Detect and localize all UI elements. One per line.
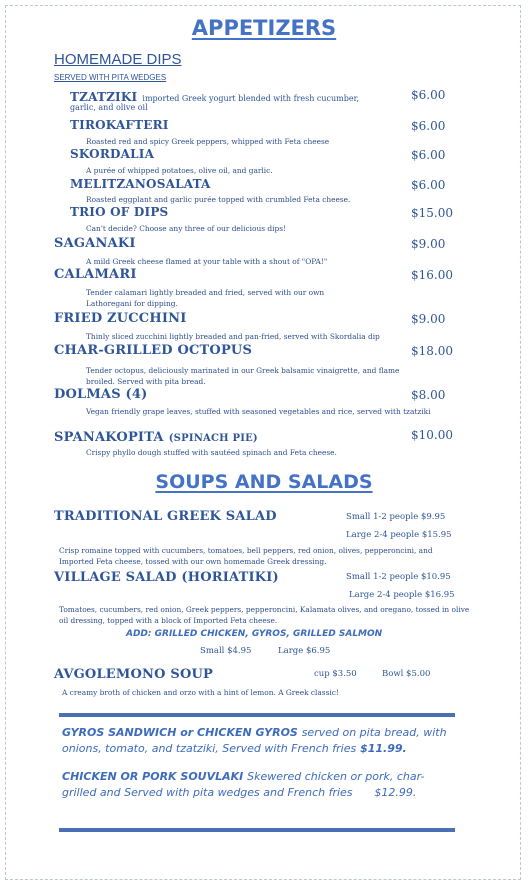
- avgolemono-bowl: Bowl $5.00: [382, 669, 431, 679]
- octopus-price: $18.00: [411, 344, 453, 358]
- tirokafteri-name: TIROKAFTERI: [70, 118, 169, 132]
- spanakopita-price: $10.00: [411, 428, 453, 442]
- tzatziki-price: $6.00: [411, 88, 446, 102]
- trio-of-dips-price: $15.00: [411, 206, 453, 220]
- fried-zucchini-price: $9.00: [411, 312, 446, 326]
- tzatziki-desc: garlic, and olive oil: [70, 103, 148, 112]
- souvlaki-special: [62, 769, 446, 801]
- spanakopita-desc: Crispy phyllo dough stuffed with sautéed spinach and Feta cheese.: [86, 448, 337, 457]
- saganaki-price: $9.00: [411, 237, 446, 251]
- greek-salad-large: Large 2-4 people $15.95: [346, 530, 452, 540]
- tirokafteri-price: $6.00: [411, 119, 446, 133]
- greek-salad-desc: Crisp romaine topped with cucumbers, tomatoes, bell peppers, red onion, olives, pepperoncini, and Imported Feta cheese, tossed with our own homemade Greek dressing.: [59, 546, 433, 566]
- greek-salad-small: Small 1-2 people $9.95: [346, 512, 446, 522]
- melitzanosalata-desc: Roasted eggplant and garlic purée topped with crumbled Feta cheese.: [86, 195, 351, 204]
- gyros-special-body: served on pita bread, with onions, tomato, and tzatziki, Served with French fries: [62, 726, 447, 755]
- melitzanosalata-name: MELITZANOSALATA: [70, 177, 211, 191]
- tzatziki-inline-desc: imported Greek yogurt blended with fresh cucumber,: [142, 94, 360, 103]
- greek-salad-name: TRADITIONAL GREEK SALAD: [54, 509, 277, 524]
- dolmas-desc: Vegan friendly grape leaves, stuffed with seasoned vegetables and rice, served with tzatziki: [86, 407, 431, 416]
- souvlaki-special-body: Skewered chicken or pork, char-grilled and Served with pita wedges and French fries: [62, 770, 425, 799]
- calamari-price: $16.00: [411, 268, 453, 282]
- add-large-price: Large $6.95: [278, 646, 331, 656]
- calamari-desc: Tender calamari lightly breaded and fried, served with our own Lathoregani for dipping.: [86, 288, 325, 308]
- homemade-dips-subheading: SERVED WITH PITA WEDGES: [54, 73, 167, 82]
- village-salad-desc: Tomatoes, cucumbers, red onion, Greek peppers, pepperoncini, Kalamata olives, and oregano, tossed in olive oil dressing, topped with a block of Imported Feta cheese.: [59, 605, 470, 625]
- specials-top-rule: [59, 713, 455, 717]
- avgolemono-cup: cup $3.50: [314, 669, 357, 679]
- village-salad-large: Large 2-4 people $16.95: [349, 590, 455, 600]
- gyros-special-title: GYROS SANDWICH or CHICKEN GYROS: [62, 726, 298, 739]
- village-salad-name: VILLAGE SALAD (HORIATIKI): [54, 570, 279, 585]
- appetizers-title: APPETIZERS: [191, 16, 337, 40]
- specials-bottom-rule: [59, 828, 455, 832]
- soups-title: SOUPS AND SALADS: [155, 471, 373, 493]
- avgolemono-desc: A creamy broth of chicken and orzo with a hint of lemon. A Greek classic!: [62, 688, 339, 697]
- spanakopita-suffix: (SPINACH PIE): [168, 433, 258, 444]
- calamari-name: CALAMARI: [54, 267, 137, 282]
- trio-of-dips-desc: Can't decide? Choose any three of our delicious dips!: [86, 224, 286, 233]
- fried-zucchini-name: FRIED ZUCCHINI: [54, 311, 187, 326]
- gyros-special-price: $11.99.: [360, 742, 407, 755]
- village-salad-small: Small 1-2 people $10.95: [346, 572, 451, 582]
- saganaki-name: SAGANAKI: [54, 236, 136, 251]
- skordalia-desc: A purée of whipped potatoes, olive oil, and garlic.: [86, 166, 273, 175]
- avgolemono-name: AVGOLEMONO SOUP: [54, 667, 213, 682]
- spanakopita-name: SPANAKOPITA: [54, 430, 164, 445]
- fried-zucchini-desc: Thinly sliced zucchini lightly breaded and pan-fried, served with Skordalia dip: [86, 332, 380, 341]
- octopus-desc: Tender octopus, deliciously marinated in our Greek balsamic vinaigrette, and flame broiled. Served with pita bread.: [86, 366, 400, 386]
- skordalia-name: SKORDALIA: [70, 147, 155, 161]
- tirokafteri-desc: Roasted red and spicy Greek peppers, whipped with Feta cheese: [86, 137, 330, 146]
- dolmas-name: DOLMAS (4): [54, 387, 148, 402]
- skordalia-price: $6.00: [411, 148, 446, 162]
- trio-of-dips-name: TRIO OF DIPS: [70, 205, 169, 219]
- add-protein-label: ADD: GRILLED CHICKEN, GYROS, GRILLED SALMON: [126, 629, 383, 639]
- octopus-name: CHAR-GRILLED OCTOPUS: [54, 343, 253, 358]
- souvlaki-special-price: $12.99.: [374, 786, 417, 799]
- gyros-special: [62, 725, 457, 757]
- dolmas-price: $8.00: [411, 388, 446, 402]
- saganaki-desc: A mild Greek cheese flamed at your table with a shout of "OPA!": [86, 257, 328, 266]
- homemade-dips-heading: HOMEMADE DIPS: [54, 51, 182, 68]
- add-small-price: Small $4.95: [200, 646, 252, 656]
- spanakopita-item: [54, 426, 258, 445]
- tzatziki-name: TZATZIKI: [70, 90, 138, 104]
- melitzanosalata-price: $6.00: [411, 178, 446, 192]
- souvlaki-special-title: CHICKEN OR PORK SOUVLAKI: [62, 770, 244, 783]
